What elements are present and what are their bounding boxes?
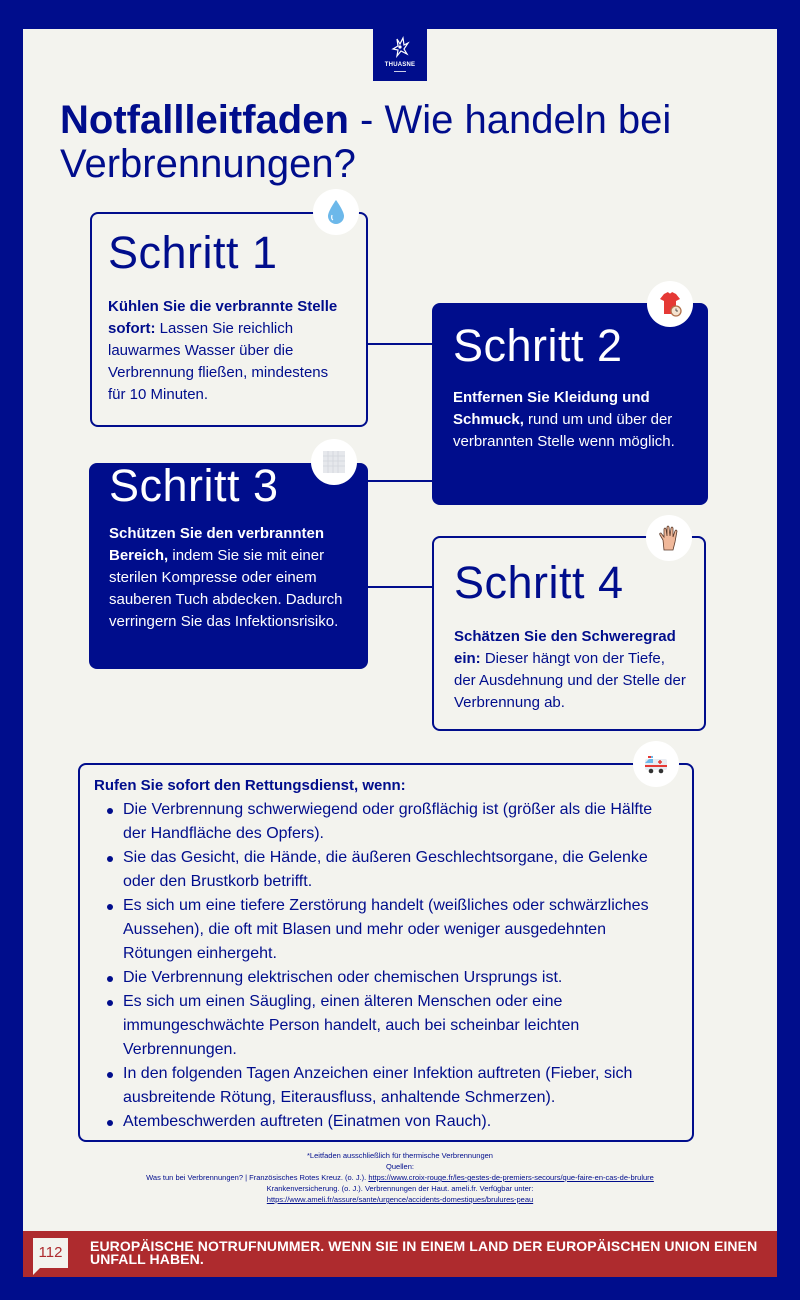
speech-bubble-tail bbox=[33, 1267, 41, 1275]
page-title bbox=[60, 98, 760, 186]
ambulance-icon bbox=[641, 749, 671, 779]
source-2-text: Krankenversicherung. (o. J.). Verbrennungen der Haut. ameli.fr. Verfügbar unter: bbox=[266, 1184, 534, 1193]
step-bold-text: Entfernen Sie Kleidung und Schmuck, bbox=[453, 389, 650, 428]
flower-logo-icon bbox=[389, 36, 411, 60]
step-heading: Schritt 3 bbox=[109, 460, 279, 511]
logo-underline bbox=[394, 71, 406, 72]
thuasne-logo bbox=[373, 29, 427, 81]
connector-step3-step4 bbox=[366, 586, 434, 588]
step-card-3 bbox=[89, 460, 368, 669]
step-text: Dieser hängt von der Tiefe, der Ausdehnung und der Stelle der Verbrennung ab. bbox=[454, 650, 686, 711]
disclaimer: *Leitfaden ausschließlich für thermische Verbrennungen bbox=[307, 1151, 493, 1160]
step-text: Lassen Sie reichlich lauwarmes Wasser über die Verbrennung fließen, mindestens für 10 Minuten. bbox=[108, 320, 329, 403]
compress-badge bbox=[311, 439, 357, 485]
step-card-4 bbox=[432, 536, 706, 731]
source-2-link[interactable]: https://www.ameli.fr/assure/sante/urgence/accidents-domestiques/brulures-peau bbox=[266, 1195, 534, 1204]
emergency-number-banner bbox=[23, 1231, 777, 1277]
title-rest: - Wie handeln bei Verbrennungen? bbox=[60, 98, 672, 186]
step-heading: Schritt 2 bbox=[453, 320, 623, 371]
gauze-compress-icon bbox=[319, 447, 349, 477]
water-drop-icon bbox=[321, 197, 351, 227]
title-bold: Notfallleitfaden bbox=[60, 98, 349, 142]
alert-title: Rufen Sie sofort den Rettungsdienst, wenn: bbox=[94, 777, 406, 794]
source-1-text: Was tun bei Verbrennungen? | Französisches Rotes Kreuz. (o. J.). bbox=[146, 1173, 369, 1182]
emergency-message: EUROPÄISCHE NOTRUFNUMMER. WENN SIE IN EINEM LAND DER EUROPÄISCHEN UNION EINEN UNFALL HABEN. bbox=[90, 1238, 758, 1267]
step-body bbox=[454, 626, 686, 714]
step-body bbox=[109, 523, 350, 633]
list-item: In den folgenden Tagen Anzeichen einer Infektion auftreten (Fieber, sich ausbreitende Rötung, Eiterausfluss, anhaltende Schmerzen). bbox=[94, 1062, 678, 1110]
ambulance-badge bbox=[633, 741, 679, 787]
step-card-2 bbox=[432, 303, 708, 505]
step-body bbox=[453, 387, 690, 453]
hand-icon bbox=[654, 523, 684, 553]
step-bold-text: Schützen Sie den verbrannten Bereich, bbox=[109, 525, 325, 564]
list-item: Sie das Gesicht, die Hände, die äußeren Geschlechtsorgane, die Gelenke oder den Brustkorb betrifft. bbox=[94, 846, 678, 894]
emergency-call-box bbox=[78, 763, 694, 1142]
step-text: rund um und über der verbrannten Stelle wenn möglich. bbox=[453, 411, 675, 450]
step-bold-text: Schätzen Sie den Schweregrad ein: bbox=[454, 628, 676, 667]
source-1-link[interactable]: https://www.croix-rouge.fr/les-gestes-de-premiers-secours/que-faire-en-cas-de-brulure bbox=[368, 1173, 654, 1182]
tshirt-watch-icon bbox=[655, 289, 685, 319]
alert-list bbox=[94, 798, 678, 1134]
emergency-number-bubble: 112 bbox=[33, 1238, 68, 1268]
logo-brand-text: THUASNE bbox=[384, 62, 416, 68]
source-1 bbox=[140, 1172, 660, 1183]
step-card-1 bbox=[90, 212, 368, 427]
step-heading: Schritt 4 bbox=[454, 557, 624, 608]
hand-badge bbox=[646, 515, 692, 561]
list-item: Es sich um einen Säugling, einen älteren Menschen oder eine immungeschwächte Person handelt, auch bei scheinbar leichten Verbrennungen. bbox=[94, 990, 678, 1062]
source-2 bbox=[140, 1194, 660, 1205]
step-text: indem Sie sie mit einer sterilen Kompresse oder einem sauberen Tuch abdecken. Dadurch verringern Sie das Infektionsrisiko. bbox=[109, 547, 343, 630]
list-item: Die Verbrennung elektrischen oder chemischen Ursprungs ist. bbox=[94, 966, 678, 990]
step-body bbox=[108, 296, 348, 406]
step-bold-text: Kühlen Sie die verbrannte Stelle sofort: bbox=[108, 298, 338, 337]
footnotes bbox=[140, 1150, 660, 1205]
sources-label: Quellen: bbox=[386, 1162, 414, 1171]
water-drop-badge bbox=[313, 189, 359, 235]
clothing-badge bbox=[647, 281, 693, 327]
connector-step3-step2 bbox=[366, 480, 434, 482]
list-item: Atembeschwerden auftreten (Einatmen von Rauch). bbox=[94, 1110, 678, 1134]
list-item: Es sich um eine tiefere Zerstörung handelt (weißliches oder schwärzliches Aussehen), die oft mit Blasen und mehr oder weniger ausgedehnten Rötungen einhergeht. bbox=[94, 894, 678, 966]
connector-step1-step2 bbox=[366, 343, 434, 345]
step-heading: Schritt 1 bbox=[108, 227, 278, 278]
list-item: Die Verbrennung schwerwiegend oder großflächig ist (größer als die Hälfte der Handfläche des Opfers). bbox=[94, 798, 678, 846]
